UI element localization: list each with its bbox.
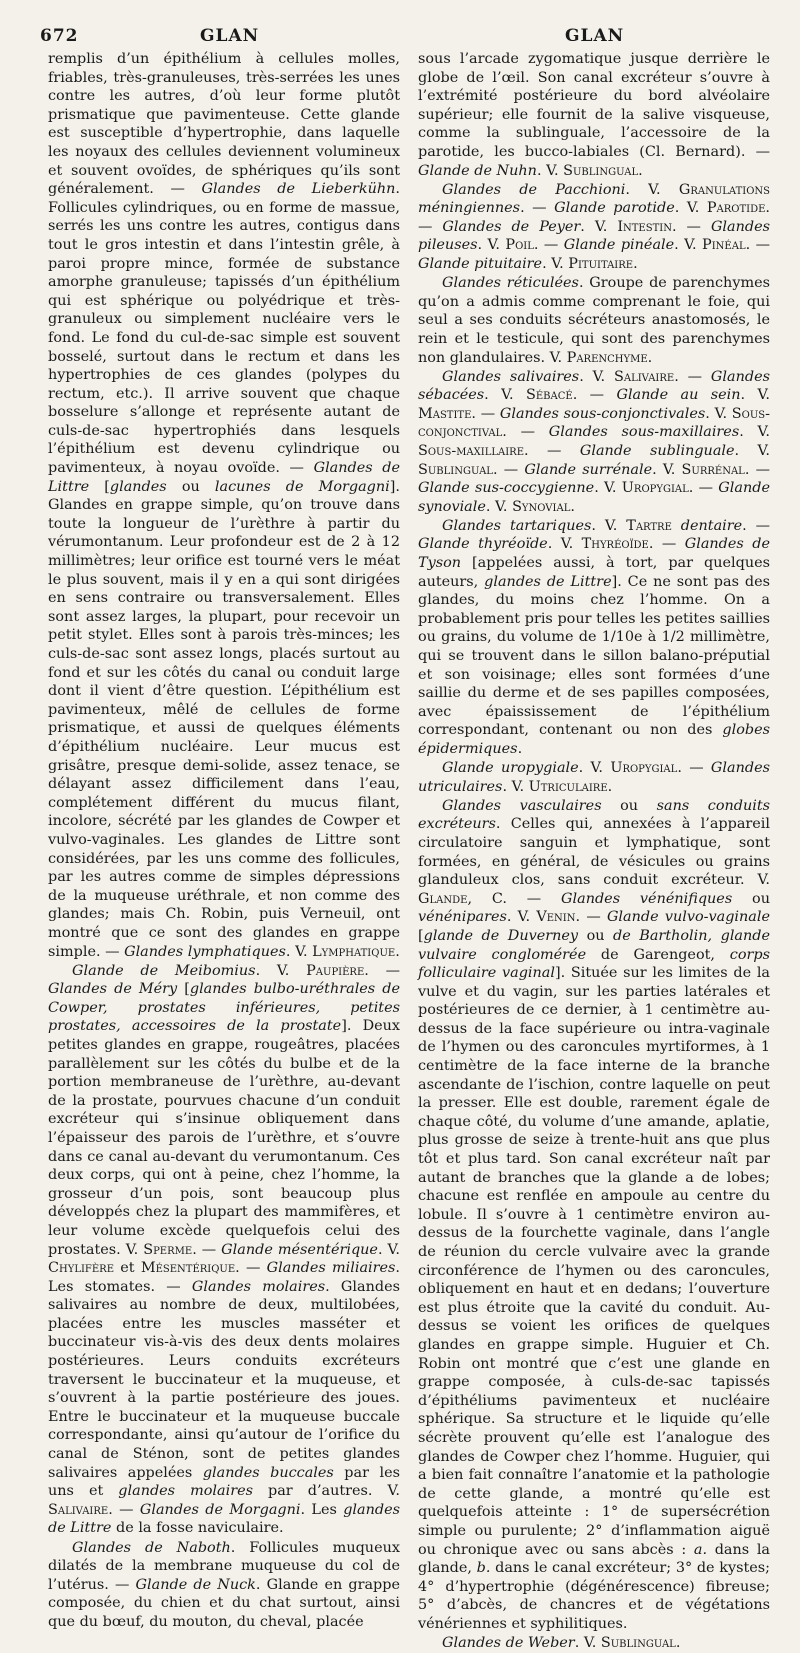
text-run: ou — [732, 890, 770, 907]
text-run: . V. — [547, 536, 582, 553]
small-caps-run: Poil — [505, 237, 534, 254]
italic-run: corps folliculaire vaginal — [418, 946, 770, 982]
paragraph — [48, 962, 400, 1538]
italic-run: glandes buccales — [202, 1464, 334, 1481]
small-caps-run: Parotide — [706, 200, 766, 217]
italic-run: glandes — [109, 478, 167, 495]
italic-run: Glandes vasculaires — [442, 797, 602, 814]
small-caps-run: Sous-maxillaire — [418, 442, 525, 459]
italic-run: Glandes de Lieberkühn — [201, 181, 396, 198]
text-run: . V. — [594, 480, 622, 497]
text-run: . V. — [740, 387, 770, 404]
paragraph — [418, 797, 770, 1634]
paragraph — [48, 50, 400, 961]
text-run: . V. — [502, 778, 529, 795]
italic-run: Glandes miliaires — [266, 1260, 396, 1277]
small-caps-run: Sublingual — [600, 1634, 676, 1651]
italic-run: Glande thyréoïde — [418, 536, 548, 553]
text-run: . — — [575, 909, 607, 926]
italic-run: b. — [476, 1560, 491, 1577]
text-run: , C. — — [467, 890, 562, 907]
small-caps-run: Lymphatique — [312, 943, 396, 960]
text-run: . — [517, 740, 523, 757]
text-run: . — — [674, 368, 711, 385]
text-run: . V. — [705, 405, 732, 422]
text-run: . — — [745, 237, 770, 254]
italic-run: Glandes sous-maxillaires — [548, 424, 740, 441]
small-caps-run: Salivaire — [613, 368, 675, 385]
text-run: [appelées aussi, à tort, par quelques auteurs, — [418, 555, 770, 590]
italic-run: Glandes salivaires — [442, 368, 580, 385]
italic-run: glandes bulbo-uréthrales de Cowper, prostates inférieures, petites prostates, accessoires de la prostate — [48, 981, 400, 1035]
text-run: ou — [578, 927, 614, 944]
text-run: . — [570, 498, 575, 515]
small-caps-run: Mastite — [418, 405, 472, 422]
small-caps-run: Sperme — [143, 1241, 193, 1258]
italic-run: globes épidermiques — [418, 722, 770, 757]
small-caps-run: Synovial — [512, 498, 571, 515]
italic-run: Glande pinéale — [563, 237, 675, 254]
text-run: . V. — [734, 442, 770, 459]
text-run: par d’autres. V. — [252, 1483, 400, 1500]
italic-run: dentaire — [680, 517, 743, 534]
page-number: 672 — [40, 26, 79, 46]
small-caps-run: Pituitaire — [568, 256, 634, 273]
text-run: de la fosse naviculaire. — [111, 1520, 284, 1537]
text-run: . V. — [506, 909, 537, 926]
italic-run: Glandes réticulées — [442, 275, 579, 292]
text-run: [ — [418, 927, 424, 944]
italic-run: Glande de Nuck — [135, 1576, 256, 1593]
text-run: . — — [744, 461, 770, 478]
italic-run: Glandes de Peyer — [442, 218, 581, 235]
small-caps-run: Uropygial — [621, 480, 689, 497]
text-run: . — [633, 256, 638, 273]
paragraph — [418, 50, 770, 180]
text-run: ou — [601, 797, 657, 814]
italic-run: Glandes de Tyson — [418, 536, 770, 572]
text-run: . V. — [625, 181, 679, 198]
small-caps-run: Sublingual — [563, 162, 639, 179]
italic-run: vénénipares — [418, 909, 507, 926]
italic-run: Glande mésentérique — [221, 1241, 378, 1258]
italic-run: Glandes sous-conjonctivales — [499, 405, 706, 422]
text-run: . — [675, 1634, 681, 1651]
text-run: . V. — [652, 461, 682, 478]
italic-run: glandes de Littre — [48, 1501, 400, 1537]
small-caps-run: Thyréoïde — [581, 536, 649, 553]
small-caps-run: Sous-conjonctival — [418, 405, 770, 441]
italic-run: Glande au sein — [616, 387, 741, 404]
paragraph — [418, 759, 770, 796]
left-column — [48, 50, 400, 1631]
small-caps-run: Granulations — [678, 181, 770, 198]
italic-run: Glandes lymphatiques — [124, 943, 286, 960]
small-caps-run: Parenchyme — [566, 349, 648, 366]
italic-run: Glandes de Morgagni — [139, 1501, 301, 1518]
text-run: par les uns et — [48, 1464, 400, 1500]
small-caps-run: Utriculaire — [528, 778, 608, 795]
text-run: . — — [502, 424, 549, 441]
running-head-right: GLAN — [565, 26, 625, 46]
text-run — [672, 518, 681, 534]
text-run: et — [114, 1260, 141, 1277]
text-run: . Groupe de parenchymes qu’on a admis comme comprenant le foie, qui seul a ses conduits sécréteurs anastomosés, le rein et le testicule, qui sont des parenchymes non glandulaires. V. — [418, 275, 771, 366]
italic-run: Glandes de Méry — [48, 981, 178, 998]
text-run: . — — [524, 442, 580, 459]
text-run: . — [395, 943, 400, 960]
text-run: . Glande en grappe composée, du chien et du chat surtout, ainsi que du bœuf, du mouton, du cheval, placée — [48, 1576, 400, 1630]
text-run: . V. — [579, 368, 614, 385]
text-run: [ — [89, 478, 110, 495]
text-run: . Les stomates. — — [48, 1260, 400, 1295]
small-caps-run: Uropygial — [610, 760, 678, 777]
text-run: . — — [533, 237, 564, 254]
text-run: . V. — [591, 517, 627, 534]
text-run: . — — [742, 517, 771, 534]
text-run: . V. — [580, 218, 618, 235]
italic-run: Glandes molaires — [191, 1278, 326, 1295]
italic-run: Glandes utriculaires — [418, 760, 770, 795]
italic-run: Glandes de Weber — [442, 1634, 575, 1651]
italic-run: glandes molaires — [118, 1483, 253, 1500]
text-run: ]. Située sur les limites de la vulve et du vagin, sur les parties latérales et postérieures de ce dernier, à 1 centimètre au-dessus de la face supérieure ou intra-vaginale de l’hymen ou des caroncules myrtiformes, à 1 centimètre de la face interne de la branche ascendante de l’ischion, contre laquelle on peut la presser. Elle est double, rarement égale de chaque côté, du volume d’une amande, aplatie, plus grosse de seize à trente-huit ans que plus tôt et plus tard. Son canal excréteur naît par autant de branches que la glande a de lobes; chacune est renflée en ampoule au centre du lobule. Il s’ouvre à 1 centimètre environ au-dessus de la fourchette vaginale, dans l’angle de réunion du cercle vulvaire avec la grande circonférence de l’hymen ou des caroncules, obliquement en haut et en dedans; l’ouverture est plus étroite que la cavité du conduit. Au-dessus se voient les orifices de quelques glandes en grappe simple. Huguier et Ch. Robin ont montré que c’est une glande en grappe composée, à culs-de-sac tapissés d’épithéliums pavimenteux et nucléaire sphérique. Sa structure et le liquide qu’elle sécrète prouvent qu’elle est l’analogue des glandes de Cowper chez l’homme. Huguier, qui a bien fait connaître l’anatomie et la pathologie de cette glande, a montré qu’elle est quelquefois atteinte : 1° de supersécrétion simple ou purulente; 2° d’inflammation aiguë ou chronique avec ou sans abcès : — [418, 965, 770, 1558]
italic-run: Glandes sébacées — [418, 368, 770, 404]
text-run: . — — [572, 387, 617, 404]
small-caps-run: Chylifère — [48, 1260, 114, 1277]
italic-run: Glande parotide — [554, 200, 675, 217]
paragraph — [418, 1634, 770, 1653]
italic-run: Glandes pileuses — [418, 218, 770, 254]
italic-run: Glandes tartariques — [442, 517, 592, 534]
text-run: . V. — [674, 237, 703, 254]
text-run: . — [638, 162, 643, 179]
text-run: . — [647, 349, 653, 366]
text-run: . V. — [484, 387, 526, 404]
small-caps-run: Glande — [418, 890, 468, 907]
small-caps-run: Pinéal — [702, 237, 746, 254]
text-run: . — — [688, 480, 719, 497]
italic-run: Glandes vénénifiques — [561, 890, 733, 907]
small-caps-run: Venin — [536, 909, 576, 926]
text-run: ]. Deux petites glandes en grappe, rougeâtres, placées parallèlement sur les côtés du bulbe et de la portion membraneuse de l’urèthre, au-devant de la prostate, pourvues chacune d’un conduit excréteur qui s’insinue obliquement dans l’épaisseur des parois de l’urèthre, et s’ouvre dans ce canal au-devant du verumontanum. Ces deux corps, qui ont à peine, chez l’homme, la grosseur d’un pois, sont beaucoup plus développés chez la plupart des mammifères, et leur volume excède quelquefois celui des prostates. V. — [48, 1018, 401, 1258]
small-caps-run: Sébacé — [526, 387, 573, 404]
paragraph — [418, 517, 770, 759]
text-run: [ — [177, 981, 190, 998]
text-run: . — [607, 778, 613, 795]
text-run: . — — [520, 200, 555, 217]
text-run: . — — [235, 1260, 267, 1277]
text-run: . — — [648, 536, 685, 553]
text-run: . — — [671, 218, 711, 235]
text-run: . — — [492, 461, 525, 478]
italic-run: glande de Duverney — [423, 927, 579, 944]
italic-run: sans conduits excréteurs — [418, 797, 771, 833]
text-run: dans la glande, — [418, 1541, 770, 1577]
small-caps-run: Mésentérique — [140, 1260, 236, 1277]
text-run: . V. — [255, 962, 307, 979]
right-column — [418, 50, 770, 1653]
small-caps-run: Paupière — [306, 962, 365, 979]
text-run: . V. — [739, 424, 770, 441]
italic-run: Glande synoviale — [418, 480, 770, 515]
text-run: . — — [471, 405, 500, 422]
text-run: ]. Glandes en grappe simple, qu’on trouve dans toute la longueur de l’urèthre à partir du vérumontanum. Leur profondeur est de 2 à 12 millimètres; leur orifice est tourné vers le méat le plus souvent, mais il y en a qui sont dirigées en sens contraire ou transversalement. Elles sont assez larges, la plupart, pour recevoir un petit stylet. Elles sont à parois très-minces; les culs-de-sac sont assez longs, placés surtout au fond et sur les côtés du canal ou conduit large dont il vient d’être question. L’épithélium est pavimenteux, mêlé de cellules de forme prismatique, et aussi de quelques éléments d’épithélium nucléaire. Leur mucus est grisâtre, presque demi-solide, assez tenace, se délayant assez difficilement dans l’eau, complétement différent du mucus filant, incolore, sécrété par les glandes de Cowper et vulvo-vaginales. Les glandes de Littre sont considérées, par les uns comme des follicules, par les autres comme de simples dépressions de la muqueuse uréthrale, et non comme des glandes; mais Ch. Robin, puis Verneuil, ont montré que ce sont des glandes en grappe simple. — — [48, 478, 400, 960]
small-caps-run: Intestin — [617, 218, 672, 235]
text-run: ]. Ce ne sont pas des glandes, du moins chez l’homme. On a probablement pris pour telles les petites saillies ou grains, du volume de 1/10e à 1/2 millimètre, qui se trouvent dans le sillon balano-préputial et son voisinage; elles sont formées d’une saillie du derme et de ses papilles composées, avec épaississement de l’épithélium correspondant, contenant ou non des — [418, 573, 770, 739]
italic-run: Glande vulvo-vaginale — [606, 909, 770, 926]
italic-run: Glandes de Pacchioni — [442, 181, 626, 198]
italic-run: Glande de Nuhn — [418, 162, 537, 179]
text-run: . Follicules cylindriques, ou en forme de massue, serrés les uns contre les autres, contigus dans tout le gros intestin et dans l’intestin grêle, à paroi propre mince, formée de substance amorphe granuleuse; tapissés d’un épithélium qui est sphérique ou polyédrique et très-granuleux ou simplement nucléaire vers le fond. Le fond du cul-de-sac simple est souvent bosselé, surtout dans le rectum et dans les hypertrophies de ces glandes (polypes du rectum, etc.). Il arrive souvent que chaque bosselure s’allonge et représente autant de culs-de-sac hypertrophiés dans lesquels l’épithélium est devenu cylindrique ou pavimenteux, à noyau ovoïde. — — [48, 181, 400, 477]
paragraph — [418, 181, 770, 274]
text-run: remplis d’un épithélium à cellules molles, friables, très-granuleuses, très-serrées les unes contre les autres, d’où leur forme plutôt prismatique que pavimenteuse. Cette glande est susceptible d’hypertrophie, dans laquelle les noyaux des cellules deviennent volumineux et souvent ovoïdes, de sphériques qu’ils sont généralement. — — [48, 51, 400, 198]
text-run: . Glandes salivaires au nombre de deux, multilobées, placées entre les muscles masséter et buccinateur vis-à-vis des deux dents molaires postérieures. Leurs conduits excréteurs traversent le buccinateur et la muqueuse, et s’ouvrent à la partie postérieure des joues. Entre le buccinateur et la muqueuse buccale correspondante, ainsi qu’autour de l’orifice du canal de Sténon, sont de petites glandes salivaires appelées — [48, 1278, 400, 1481]
text-run: . V. — [578, 760, 611, 777]
text-run: . V. — [477, 237, 506, 254]
italic-run: méningiennes — [418, 200, 521, 217]
text-run: . Celles qui, annexées à l’appareil circulatoire sanguin et lymphatique, sont formées, en général, de vésicules ou grains glanduleux clos, sans conduit excréteur. V. — [418, 816, 770, 889]
text-run: . — — [677, 760, 711, 777]
italic-run: Glandes de Naboth — [72, 1539, 231, 1556]
text-run: . — — [418, 200, 770, 235]
text-run: . V. — [542, 256, 569, 273]
text-run: . — — [108, 1501, 140, 1518]
italic-run: a. — [693, 1541, 708, 1558]
italic-run: Glande sus-coccygienne — [418, 480, 595, 497]
italic-run: Glande de Meibomius — [72, 962, 256, 979]
text-run: . V. — [536, 162, 564, 179]
text-run: . V. — [377, 1241, 400, 1258]
italic-run: glandes de Littre — [484, 573, 612, 590]
text-run: . V. — [674, 200, 707, 217]
small-caps-run: Tartre — [626, 517, 672, 534]
italic-run: Glandes de Littre — [48, 460, 400, 495]
italic-run: Glande uropygiale — [442, 760, 579, 777]
small-caps-run: Salivaire — [48, 1501, 109, 1518]
paragraph — [48, 1539, 400, 1632]
text-run: ou — [166, 478, 215, 495]
text-run: . — — [364, 962, 400, 979]
text-run: . V. — [574, 1634, 601, 1651]
small-caps-run: Sublingual — [418, 461, 493, 478]
text-run: . Les — [300, 1501, 344, 1518]
italic-run: Glande pituitaire — [418, 256, 543, 273]
text-run: . V. — [285, 943, 313, 960]
italic-run: Glande sublinguale — [579, 442, 735, 459]
italic-run: de Bartholin, glande vulvaire conglomérée — [418, 927, 770, 963]
text-run: . — — [192, 1241, 222, 1258]
italic-run: lacunes de Morgagni — [214, 478, 390, 495]
italic-run: Glande surrénale — [524, 461, 653, 478]
small-caps-run: Surrénal — [681, 461, 745, 478]
text-run: . V. — [485, 498, 513, 515]
running-head-left: GLAN — [200, 26, 260, 46]
text-run: de Garengeot, — [586, 946, 730, 963]
paragraph — [418, 274, 770, 367]
text-run: . Follicules muqueux dilatés de la membrane muqueuse du col de l’utérus. — — [48, 1539, 400, 1593]
paragraph — [418, 368, 770, 517]
text-run: dans le canal excréteur; 3° de kystes; 4° d’hypertrophie (dégénérescence) fibreuse; 5° d’abcès, de chancres et de végétations vénériennes et syphilitiques. — [418, 1560, 770, 1632]
text-run: sous l’arcade zygomatique jusque derrière le globe de l’œil. Son canal excréteur s’ouvre à l’extrémité postérieure du bord alvéolaire supérieur; elle fournit de la salive visqueuse, comme la sublinguale, l’accessoire de la parotide, les bucco-labiales (Cl. Bernard). — — [418, 51, 770, 160]
